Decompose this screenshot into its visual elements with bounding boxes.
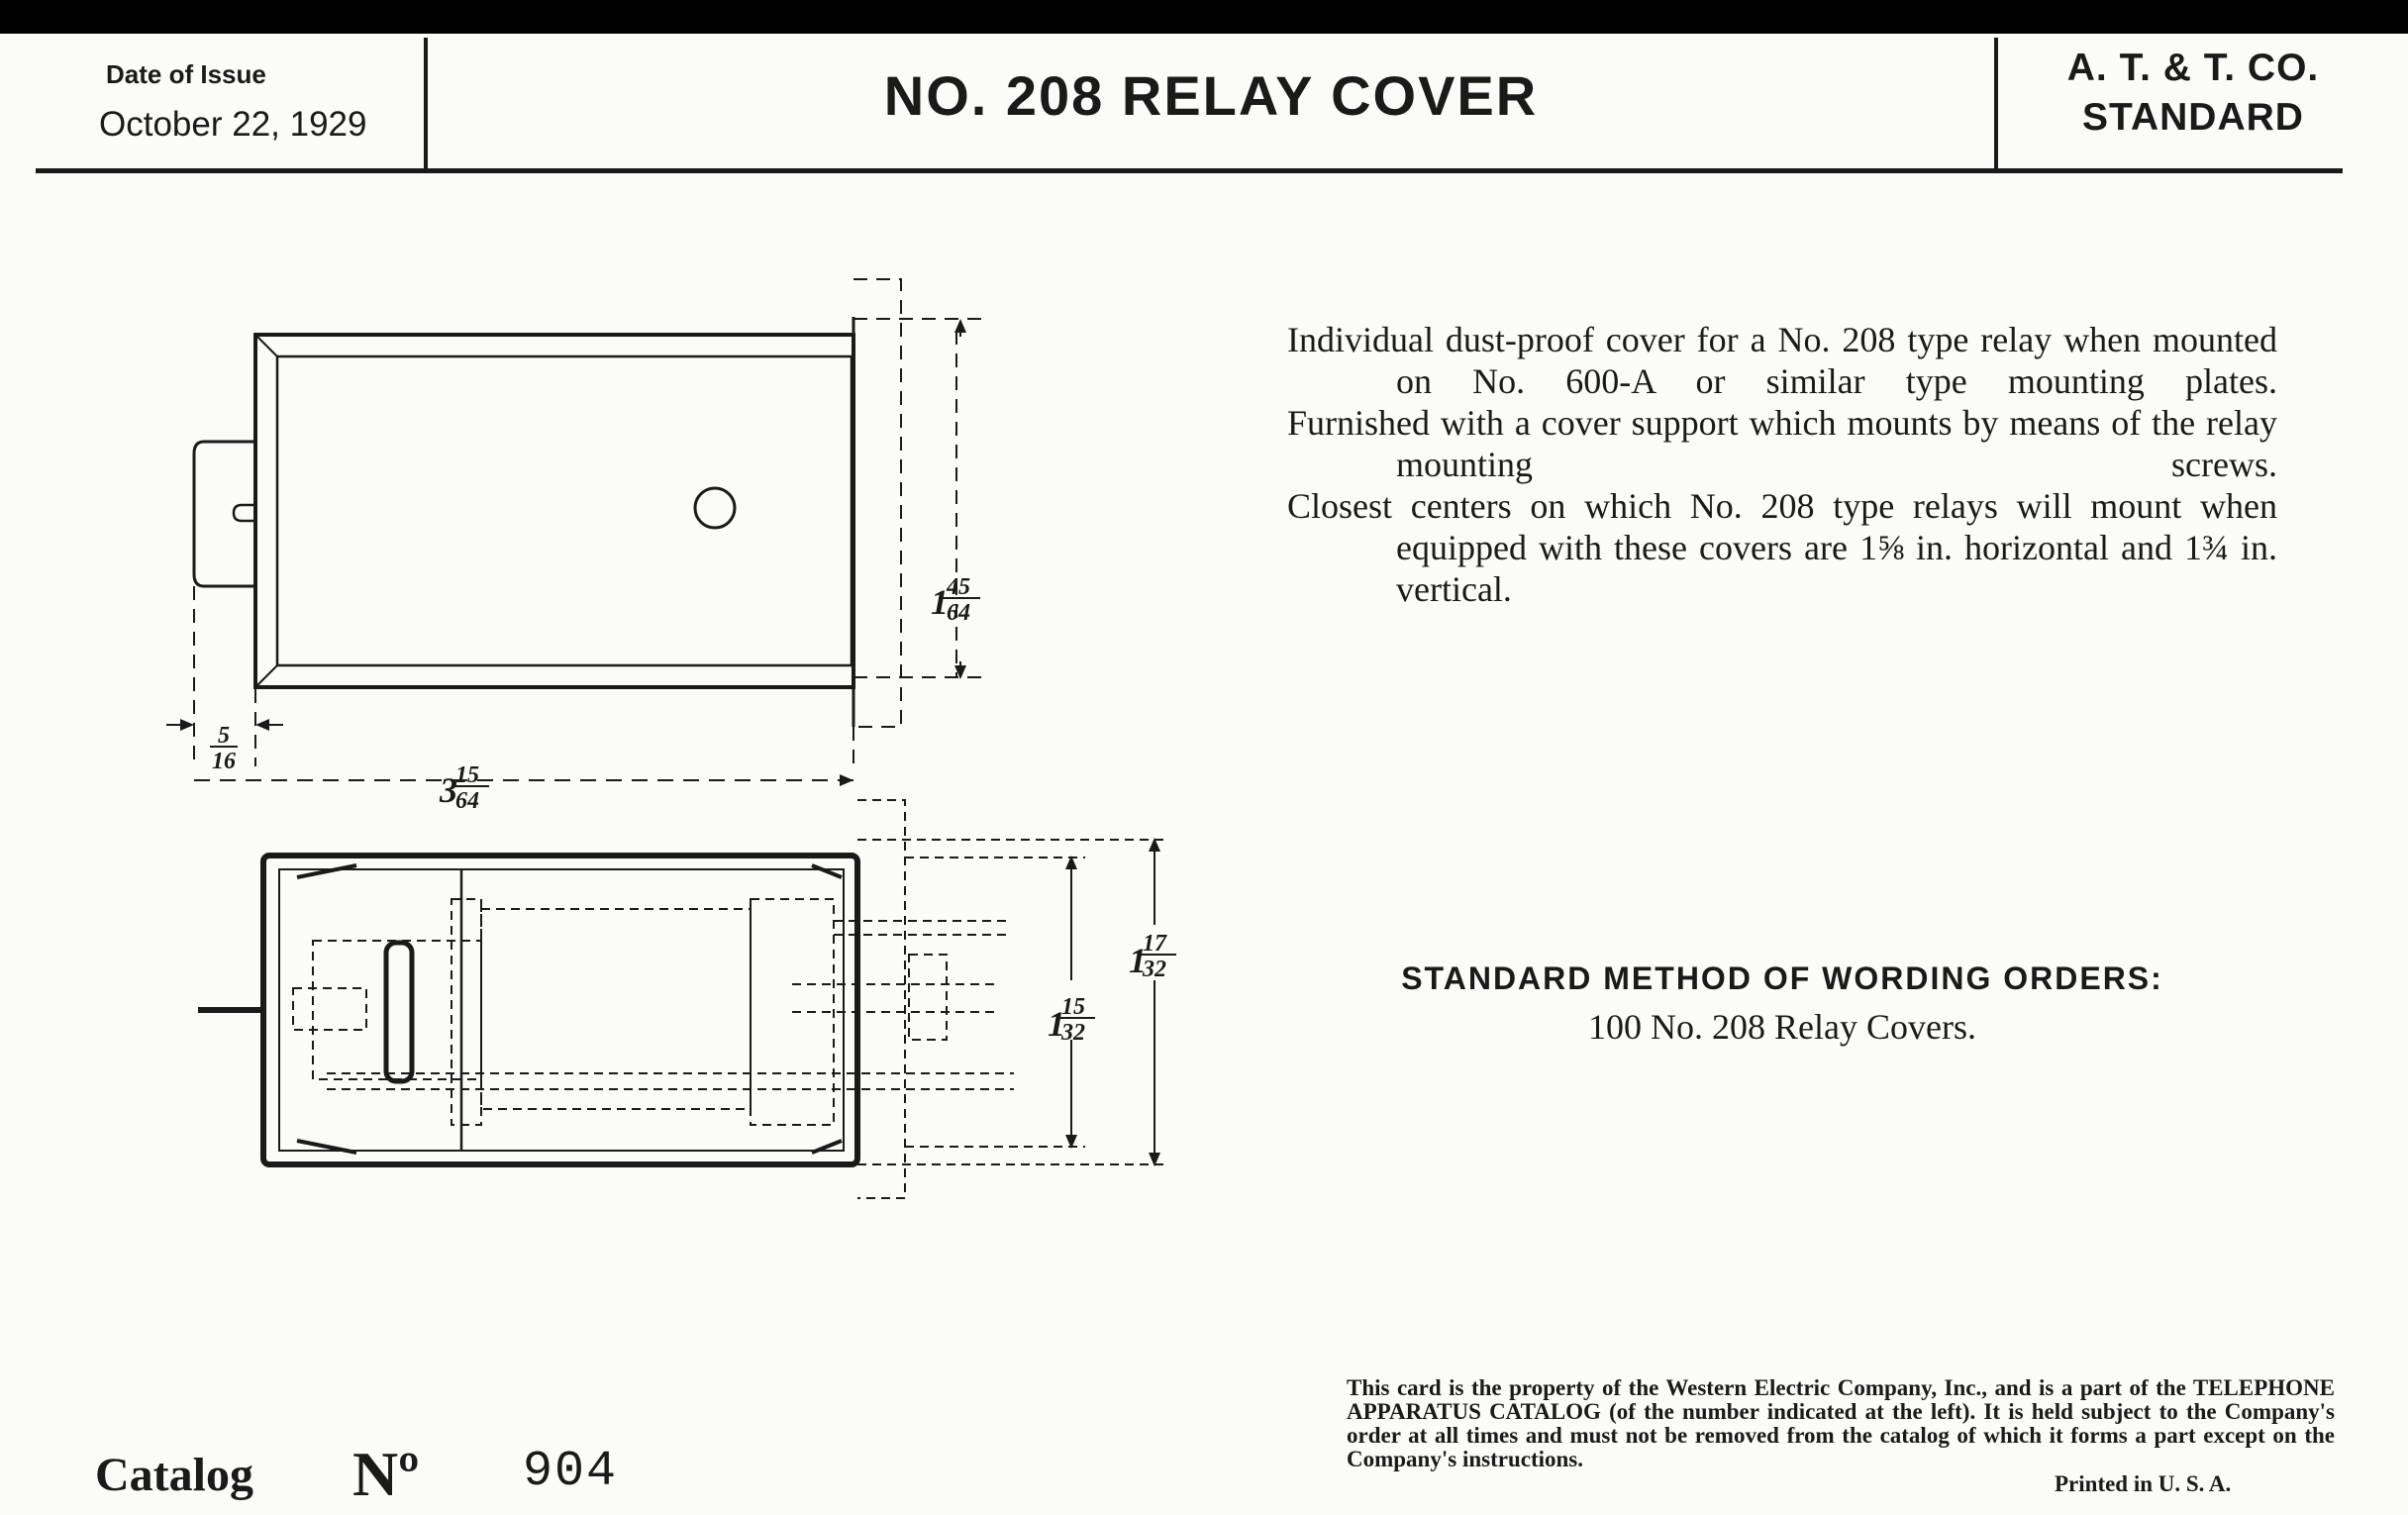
top-view <box>194 279 982 768</box>
relay-cover-drawing <box>0 34 1248 1222</box>
description-paragraph: Closest centers on which No. 208 type relays will mount when equipped with these covers are 1⅝ in. horizontal and 1¾ in. vertical. <box>1287 486 2277 609</box>
dim-length-num: 15 <box>455 762 479 788</box>
dim-height-top-den: 64 <box>947 600 970 626</box>
dim-inner-height-den: 32 <box>1061 1020 1085 1046</box>
printed-in-label: Printed in U. S. A. <box>2055 1471 2232 1496</box>
dim-inner-height-whole: 1 <box>1048 1004 1065 1044</box>
dim-inner-height-num: 15 <box>1061 994 1085 1020</box>
description-paragraph: Furnished with a cover support which mounts by means of the relay mounting screws. <box>1287 403 2277 484</box>
catalog-card <box>0 34 2408 1515</box>
ordering-heading: STANDARD METHOD OF WORDING ORDERS: <box>1401 960 2163 996</box>
description <box>1287 319 2277 610</box>
standard-line-2: STANDARD <box>2082 96 2304 139</box>
dim-length-whole: 3 <box>440 770 457 810</box>
top-view-dimensions <box>166 323 960 780</box>
dim-outer-height-den: 32 <box>1143 957 1166 982</box>
standard-mark <box>2000 44 2386 143</box>
dim-outer-height-num: 17 <box>1143 931 1166 957</box>
dim-tab-den: 16 <box>212 749 236 774</box>
catalog-number: 904 <box>523 1444 619 1500</box>
dim-outer-height-whole: 1 <box>1129 941 1147 980</box>
date-of-issue-value: October 22, 1929 <box>99 105 367 144</box>
dim-tab-num: 5 <box>218 723 230 749</box>
dim-height-top-whole: 1 <box>931 582 949 622</box>
dim-height-top-num: 45 <box>947 574 970 600</box>
side-view <box>198 800 1164 1198</box>
date-of-issue-label: Date of Issue <box>106 59 266 89</box>
dim-length-den: 64 <box>455 788 479 814</box>
ordering-example: 100 No. 208 Relay Covers. <box>1588 1007 1976 1047</box>
property-notice: This card is the property of the Western Electric Company, Inc., and is a part of the TELEPHONE APPARATUS CATALOG (of the number indicated at the left). It is held subject to the Company's order at all times and must not be removed from the catalog of which it forms a part except on the Company's instructions. <box>1347 1375 2335 1471</box>
standard-line-1: A. T. & T. CO. <box>2066 47 2320 89</box>
page-title: NO. 208 RELAY COVER <box>883 64 1539 127</box>
description-paragraph: Individual dust-proof cover for a No. 208 type relay when mounted on No. 600-A or similar type mounting plates. <box>1287 320 2277 401</box>
catalog-number-sign: Nº <box>352 1439 420 1509</box>
catalog-label: Catalog <box>95 1449 253 1501</box>
